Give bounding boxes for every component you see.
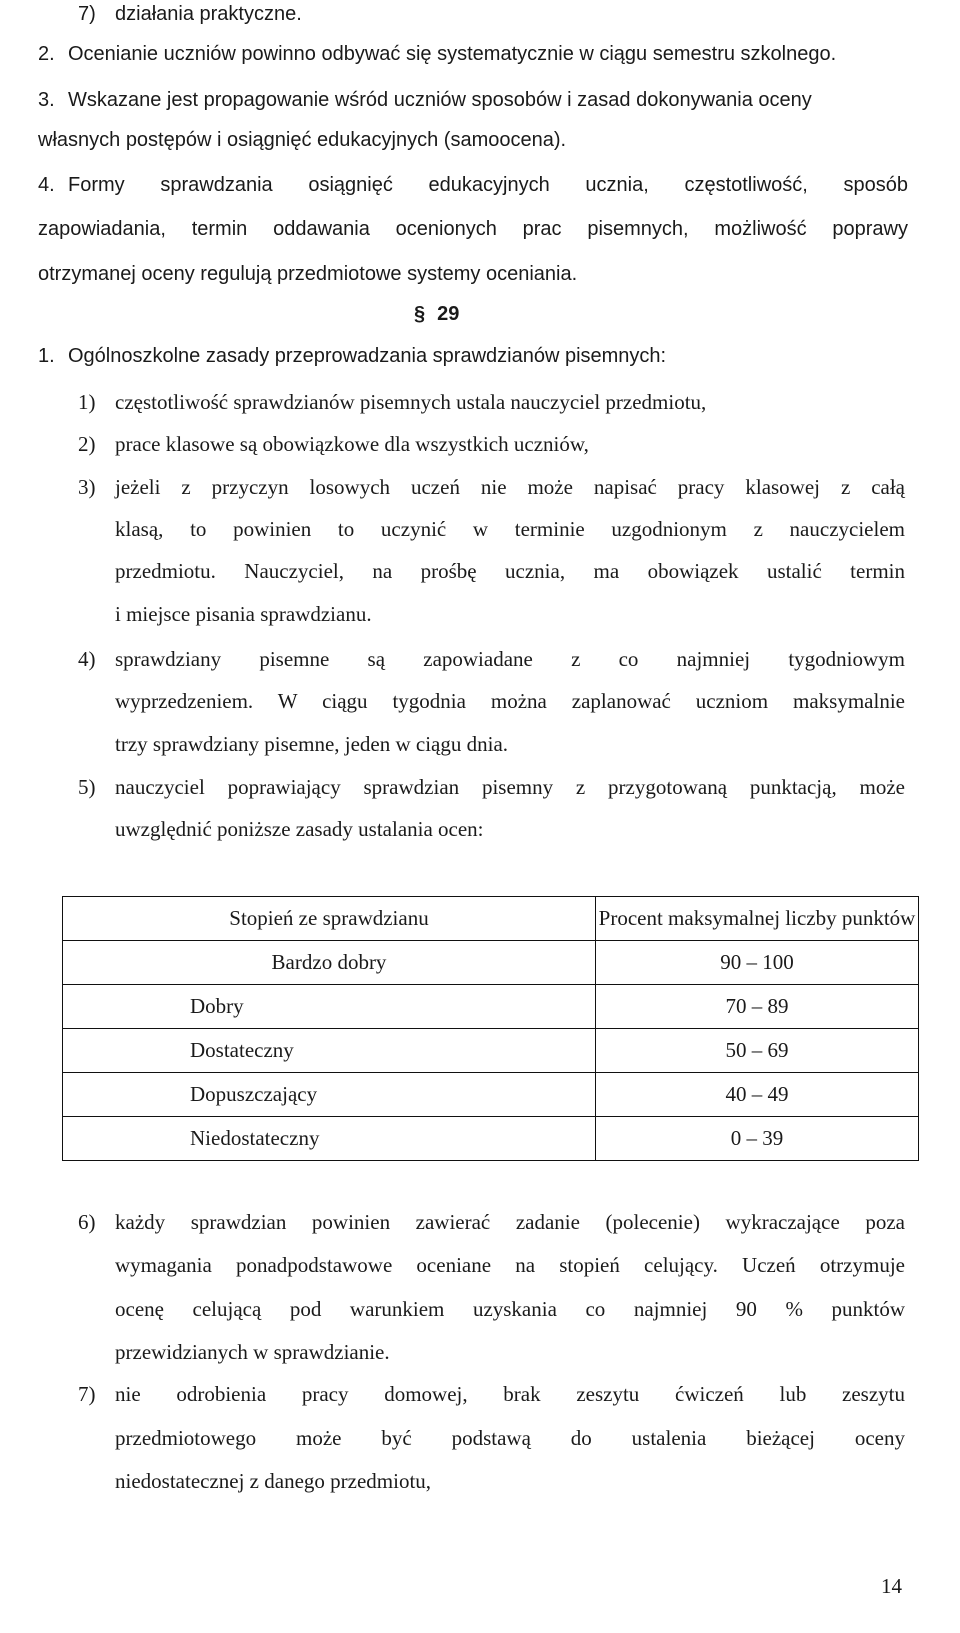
paragraph-line: uwzględnić poniższe zasady ustalania ocen: [115, 817, 484, 841]
table-row [63, 1029, 919, 1073]
table-cell: 70 – 89 [596, 985, 919, 1029]
list-number: 1) [78, 390, 96, 414]
table-cell: 0 – 39 [596, 1117, 919, 1161]
table-header-cell: Procent maksymalnej liczby punktów [596, 897, 919, 941]
paragraph-line: i miejsce pisania sprawdzianu. [115, 602, 372, 626]
paragraph-line: nauczyciel poprawiający sprawdzian pisemny z przygotowaną punktacją, może [115, 775, 905, 799]
paragraph-line: zapowiadania, termin oddawania ocenionych prac pisemnych, możliwość poprawy [38, 218, 908, 240]
list-number: 6) [78, 1210, 96, 1234]
paragraph-line: przedmiotowego może być podstawą do ustalenia bieżącej oceny [115, 1426, 905, 1450]
grades-table [62, 896, 919, 1161]
table-cell: 90 – 100 [596, 941, 919, 985]
paragraph-line: sprawdziany pisemne są zapowiadane z co najmniej tygodniowym [115, 647, 905, 671]
table-row [63, 941, 919, 985]
paragraph-line: klasą, to powinien to uczynić w terminie uzgodnionym z nauczycielem [115, 517, 905, 541]
paragraph-line: ocenę celującą pod warunkiem uzyskania co najmniej 90 % punktów [115, 1297, 905, 1321]
table-cell: Dostateczny [63, 1029, 596, 1073]
paragraph-line: Formy sprawdzania osiągnięć edukacyjnych ucznia, częstotliwość, sposób [68, 174, 908, 196]
list-item-text: Ocenianie uczniów powinno odbywać się systematycznie w ciągu semestru szkolnego. [68, 43, 837, 65]
table-row [63, 1073, 919, 1117]
paragraph-line: jeżeli z przyczyn losowych uczeń nie może napisać pracy klasowej z całą [115, 475, 905, 499]
table-cell: 40 – 49 [596, 1073, 919, 1117]
page-number: 14 [881, 1574, 902, 1598]
section-heading [414, 300, 459, 328]
paragraph-line: otrzymanej oceny regulują przedmiotowe systemy oceniania. [38, 263, 578, 285]
table-cell: Dobry [63, 985, 596, 1029]
list-number: 7) [78, 3, 96, 25]
paragraph-line: każdy sprawdzian powinien zawierać zadanie (polecenie) wykraczające poza [115, 1210, 905, 1234]
paragraph-line: trzy sprawdziany pisemne, jeden w ciągu dnia. [115, 732, 509, 756]
list-item-text: Ogólnoszkolne zasady przeprowadzania sprawdzianów pisemnych: [68, 345, 667, 367]
table-cell: 50 – 69 [596, 1029, 919, 1073]
table-header-cell: Stopień ze sprawdzianu [63, 897, 596, 941]
list-number: 3) [78, 475, 96, 499]
section-symbol: § [414, 303, 426, 325]
list-number: 5) [78, 775, 96, 799]
list-number: 7) [78, 1382, 96, 1406]
table-row [63, 1117, 919, 1161]
list-number: 2. [38, 43, 55, 65]
paragraph-line: wyprzedzeniem. W ciągu tygodnia można zaplanować uczniom maksymalnie [115, 689, 905, 713]
list-item-text: działania praktyczne. [115, 3, 302, 25]
list-number: 2) [78, 432, 96, 456]
list-item-text: częstotliwość sprawdzianów pisemnych ustala nauczyciel przedmiotu, [115, 390, 707, 414]
table-header-row [63, 897, 919, 941]
paragraph-line: niedostatecznej z danego przedmiotu, [115, 1469, 432, 1493]
list-number: 4. [38, 174, 55, 196]
paragraph-line: nie odrobienia pracy domowej, brak zeszytu ćwiczeń lub zeszytu [115, 1382, 905, 1406]
table-cell: Dopuszczający [63, 1073, 596, 1117]
list-number: 1. [38, 345, 55, 367]
list-item-text: prace klasowe są obowiązkowe dla wszystkich uczniów, [115, 432, 589, 456]
paragraph-line: przewidzianych w sprawdzianie. [115, 1340, 390, 1364]
table-cell: Niedostateczny [63, 1117, 596, 1161]
section-number: 29 [437, 303, 460, 325]
paragraph-line: Wskazane jest propagowanie wśród uczniów sposobów i zasad dokonywania oceny [68, 89, 812, 111]
table-row [63, 985, 919, 1029]
paragraph-line: przedmiotu. Nauczyciel, na prośbę ucznia, ma obowiązek ustalić termin [115, 559, 905, 583]
list-number: 4) [78, 647, 96, 671]
paragraph-line: własnych postępów i osiągnięć edukacyjnych (samoocena). [38, 129, 567, 151]
table-cell: Bardzo dobry [63, 941, 596, 985]
list-number: 3. [38, 89, 55, 111]
paragraph-line: wymagania ponadpodstawowe oceniane na stopień celujący. Uczeń otrzymuje [115, 1253, 905, 1277]
